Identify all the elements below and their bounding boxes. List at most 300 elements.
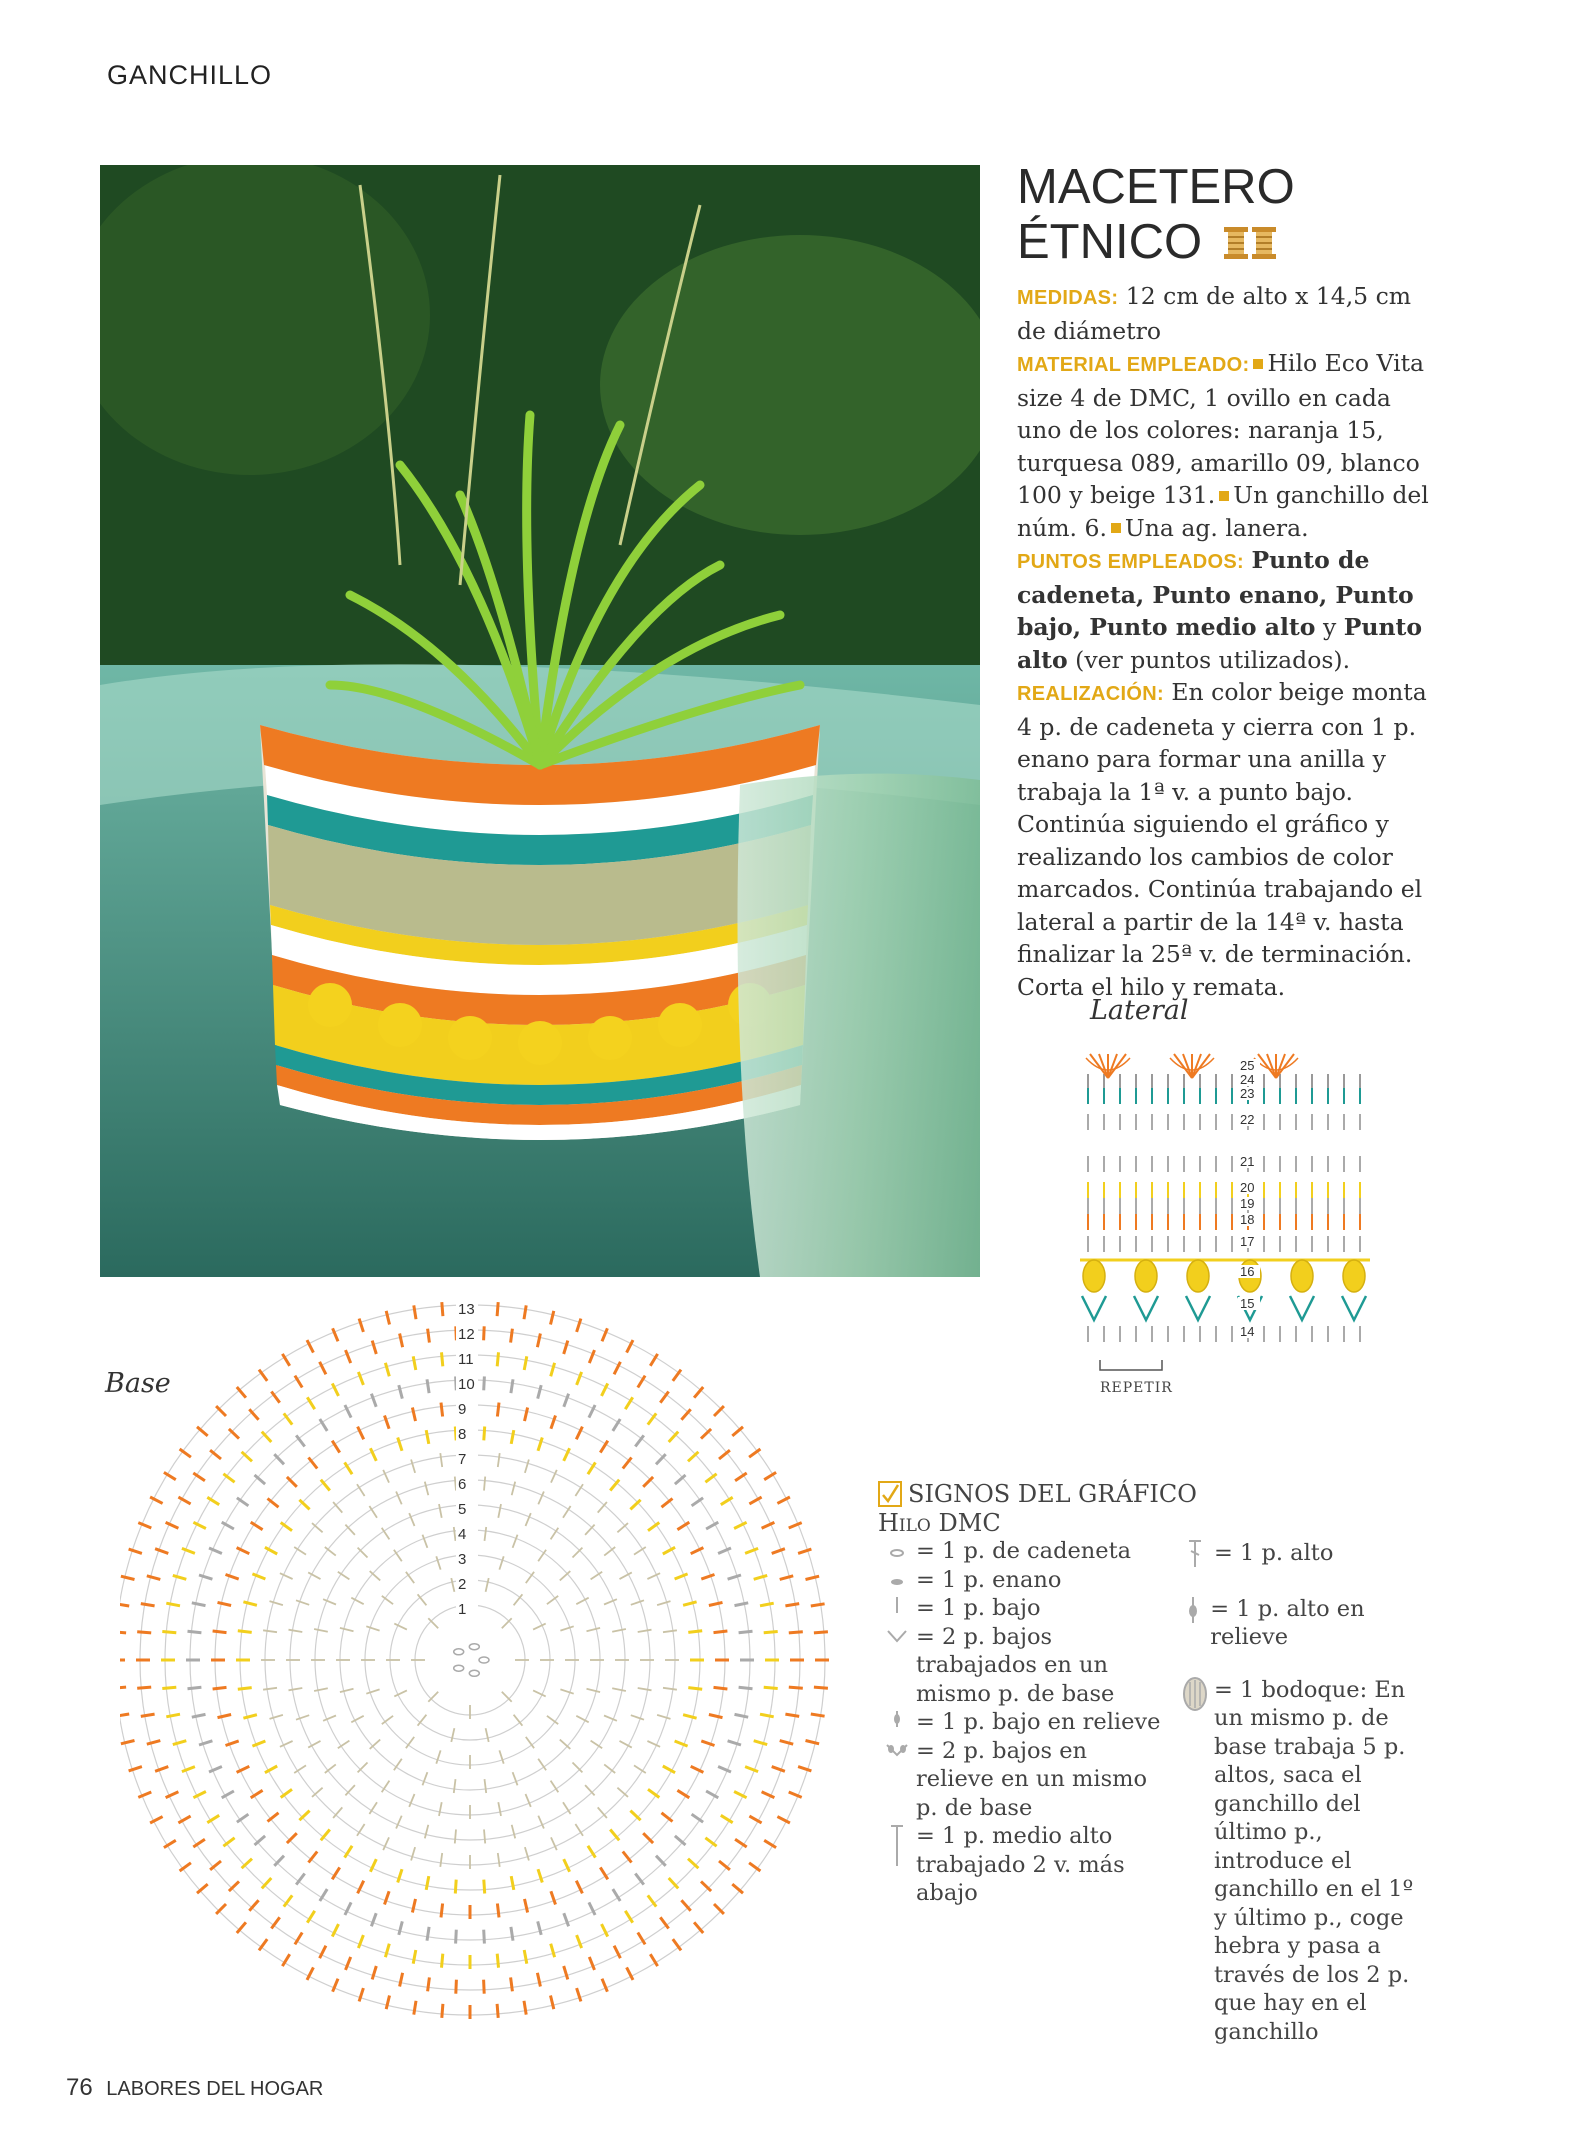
relief-double-icon bbox=[1176, 1595, 1210, 1652]
base-stitch bbox=[442, 1302, 443, 1316]
base-stitch bbox=[587, 1689, 601, 1692]
legend-text: = 1 p. medio alto trabajado 2 v. más abajo bbox=[916, 1823, 1125, 1906]
page-number: 76 bbox=[66, 2074, 93, 2101]
base-stitch bbox=[386, 1311, 389, 1325]
base-stitch bbox=[218, 1715, 232, 1718]
base-stitch bbox=[739, 1631, 753, 1632]
single-crochet-icon bbox=[878, 1594, 916, 1623]
base-stitch bbox=[538, 1385, 542, 1399]
base-center-chain bbox=[479, 1657, 489, 1663]
base-stitch bbox=[663, 1630, 677, 1632]
product-photo bbox=[100, 165, 980, 1277]
relief-single-icon bbox=[878, 1708, 916, 1737]
base-stitch bbox=[385, 1891, 390, 1904]
row-number: 22 bbox=[1240, 1112, 1255, 1127]
lateral-fan-stitch bbox=[1267, 1054, 1276, 1078]
base-stitch bbox=[182, 1548, 195, 1553]
base-stitch bbox=[454, 1779, 456, 1793]
base-chart bbox=[120, 1290, 840, 2030]
base-stitch bbox=[386, 1996, 389, 2010]
legend-text: = 1 p. alto bbox=[1214, 1540, 1334, 1566]
base-stitch bbox=[511, 1876, 514, 1890]
base-stitch bbox=[564, 1394, 569, 1407]
lateral-fan-stitch bbox=[1108, 1054, 1117, 1078]
base-stitch bbox=[289, 1630, 303, 1632]
base-stitch bbox=[121, 1741, 135, 1744]
base-stitch bbox=[537, 1973, 540, 1987]
base-stitch bbox=[129, 1549, 142, 1553]
repeat-label: REPETIR bbox=[1100, 1380, 1173, 1396]
legend-text: = 2 p. bajos trabajados en un mismo p. de base bbox=[916, 1623, 1115, 1707]
base-stitch bbox=[427, 1927, 429, 1941]
base-stitch bbox=[400, 1973, 403, 1987]
base-stitch bbox=[675, 1741, 688, 1746]
legend-title: SIGNOS DEL GRÁFICO bbox=[908, 1480, 1197, 1508]
base-stitch bbox=[238, 1631, 252, 1633]
base-stitch bbox=[498, 1504, 501, 1518]
base-stitch bbox=[451, 1728, 454, 1742]
base-stitch bbox=[366, 1626, 379, 1630]
base-stitch bbox=[371, 1913, 376, 1926]
base-stitch bbox=[683, 1602, 697, 1606]
base-stitch bbox=[243, 1715, 257, 1719]
base-stitch bbox=[340, 1689, 354, 1692]
legend-item bbox=[878, 1566, 1168, 1595]
lateral-fan-stitch bbox=[1276, 1054, 1294, 1078]
base-stitch bbox=[436, 1750, 440, 1763]
round-number: 6 bbox=[458, 1476, 467, 1493]
base-stitch bbox=[577, 1372, 582, 1385]
base-stitch bbox=[714, 1687, 728, 1689]
base-round-ring bbox=[265, 1455, 675, 1865]
round-number: 1 bbox=[458, 1601, 467, 1618]
base-stitch bbox=[359, 1319, 363, 1332]
base-stitch bbox=[263, 1630, 277, 1632]
base-stitch bbox=[484, 1930, 485, 1944]
base-stitch bbox=[296, 1600, 309, 1605]
base-stitch bbox=[511, 1379, 513, 1393]
base-stitch bbox=[497, 1302, 498, 1316]
base-stitch bbox=[806, 1741, 820, 1744]
base-center-chain bbox=[469, 1644, 479, 1650]
legend-text: = 1 p. bajo bbox=[916, 1595, 1041, 1621]
realizacion-label: REALIZACIÓN: bbox=[1017, 683, 1164, 705]
legend-text: = 1 bodoque: En un mismo p. de base trabaja 5 p. altos, saca el ganchillo del último p., introduce el ganchillo en el 1º y último p., coge hebra y pasa a través de los 2 p. que hay en el ganchillo bbox=[1214, 1676, 1414, 2045]
base-stitch bbox=[399, 1921, 403, 1935]
base-stitch bbox=[243, 1602, 257, 1606]
base-stitch bbox=[612, 1688, 626, 1691]
base-stitch bbox=[428, 1329, 430, 1343]
base-stitch bbox=[296, 1715, 309, 1720]
base-stitch bbox=[486, 1728, 489, 1742]
base-stitch bbox=[735, 1714, 749, 1717]
base-stitch bbox=[499, 1750, 503, 1763]
puntos-last: Punto alto bbox=[1017, 613, 1423, 674]
base-stitch bbox=[371, 1394, 376, 1407]
row-number: 21 bbox=[1240, 1154, 1255, 1169]
puntos-label: PUNTOS EMPLEADOS: bbox=[1017, 551, 1244, 573]
base-stitch bbox=[441, 1403, 443, 1417]
lateral-fan-stitch bbox=[1090, 1054, 1108, 1078]
legend-item bbox=[878, 1594, 1168, 1623]
base-stitch bbox=[760, 1603, 774, 1606]
base-stitch bbox=[442, 1954, 443, 1968]
base-stitch bbox=[551, 1416, 556, 1429]
row-number: 23 bbox=[1240, 1086, 1255, 1101]
base-stitch bbox=[701, 1575, 714, 1580]
base-stitch bbox=[780, 1576, 794, 1580]
increase-icon bbox=[878, 1623, 916, 1709]
title-line-2-text: ÉTNICO bbox=[1017, 215, 1203, 269]
base-stitch bbox=[745, 1767, 758, 1772]
base-stitch bbox=[426, 1876, 429, 1890]
base-stitch bbox=[709, 1715, 723, 1718]
base-stitch bbox=[412, 1408, 415, 1422]
base-stitch bbox=[425, 1825, 429, 1839]
base-stitch bbox=[400, 1334, 403, 1348]
base-stitch bbox=[413, 1356, 416, 1370]
base-stitch bbox=[455, 1829, 456, 1843]
base-stitch bbox=[638, 1688, 652, 1690]
legend-text: = 1 p. enano bbox=[916, 1566, 1062, 1593]
round-number: 8 bbox=[458, 1426, 467, 1443]
base-stitch bbox=[612, 1629, 626, 1632]
article-title bbox=[1017, 160, 1295, 273]
base-stitch bbox=[147, 1741, 161, 1745]
base-stitch bbox=[772, 1549, 785, 1554]
base-stitch bbox=[701, 1741, 714, 1746]
base-stitch bbox=[657, 1601, 670, 1605]
round-number: 4 bbox=[458, 1526, 467, 1543]
lateral-chart bbox=[1080, 1030, 1380, 1410]
base-stitch bbox=[524, 1950, 527, 1964]
base-stitch bbox=[814, 1632, 828, 1633]
base-stitch bbox=[412, 1899, 415, 1913]
base-stitch bbox=[440, 1453, 442, 1467]
base-stitch bbox=[577, 1988, 581, 2001]
material-item-2: Un ganchillo del núm. 6. bbox=[1017, 481, 1429, 542]
base-stitch bbox=[806, 1576, 820, 1579]
base-center-chain bbox=[469, 1670, 479, 1676]
base-stitch bbox=[484, 1980, 485, 1994]
thread-spool-icon bbox=[1222, 218, 1280, 273]
base-stitch bbox=[270, 1715, 283, 1719]
base-stitch bbox=[511, 1977, 513, 1991]
base-stitch bbox=[359, 1988, 363, 2001]
medidas-paragraph bbox=[1017, 280, 1437, 347]
legend-text: = 1 p. alto en relieve bbox=[1210, 1595, 1365, 1650]
lateral-v-stitch bbox=[1082, 1296, 1106, 1320]
base-stitch bbox=[511, 1430, 514, 1444]
base-stitch bbox=[484, 1829, 485, 1843]
base-stitch bbox=[484, 1477, 485, 1491]
row-number: 24 bbox=[1240, 1072, 1255, 1087]
base-stitch bbox=[764, 1632, 778, 1633]
base-stitch bbox=[798, 1767, 811, 1771]
bullet-square-icon bbox=[1253, 359, 1263, 369]
base-stitch bbox=[760, 1714, 774, 1717]
legend-item bbox=[1176, 1676, 1426, 2047]
base-stitch bbox=[451, 1578, 454, 1592]
base-stitch bbox=[213, 1687, 227, 1689]
base-stitch bbox=[551, 1311, 554, 1325]
row-number: 15 bbox=[1240, 1296, 1255, 1311]
base-stitch bbox=[439, 1802, 442, 1816]
base-stitch bbox=[551, 1891, 556, 1904]
round-number: 12 bbox=[458, 1326, 475, 1343]
base-stitch bbox=[252, 1741, 265, 1746]
base-stitch bbox=[399, 1385, 403, 1399]
base-stitch bbox=[120, 1687, 126, 1688]
legend-columns bbox=[878, 1537, 1478, 2046]
base-stitch bbox=[728, 1575, 741, 1579]
repeat-bracket bbox=[1100, 1360, 1162, 1370]
round-number: 13 bbox=[458, 1301, 475, 1318]
base-stitch bbox=[745, 1548, 758, 1553]
crochet-pot-illustration bbox=[100, 165, 980, 1277]
material-paragraph bbox=[1017, 347, 1437, 544]
lateral-fan-stitch bbox=[1258, 1054, 1276, 1078]
base-stitch bbox=[226, 1575, 239, 1580]
base-stitch bbox=[456, 1980, 457, 1994]
legend-text: = 1 p. bajo en relieve bbox=[916, 1709, 1161, 1735]
base-stitch bbox=[192, 1714, 206, 1717]
base-stitch bbox=[372, 1341, 376, 1354]
base-stitch bbox=[414, 2001, 416, 2015]
base-stitch bbox=[192, 1603, 206, 1606]
base-stitch bbox=[551, 1996, 554, 2010]
base-center-chain bbox=[454, 1649, 464, 1655]
base-stitch bbox=[385, 1416, 390, 1429]
legend-text: = 2 p. bajos en relieve en un mismo p. de base bbox=[916, 1737, 1148, 1821]
base-stitch bbox=[121, 1576, 135, 1579]
legend-item bbox=[878, 1737, 1168, 1823]
base-stitch bbox=[498, 1853, 500, 1867]
realizacion-text: En color beige monta 4 p. de cadeneta y cierra con 1 p. enano para formar una anilla y trabaja la 1ª v. a punto bajo. Continúa siguiendo el gráfico y realizando los cambios de color marcados. Continúa trabajando el lateral a partir de la 14ª v. hasta finalizar la 25ª v. de terminación. Corta el hilo y remata. bbox=[1017, 678, 1427, 1001]
page-footer bbox=[66, 2074, 323, 2102]
puntos-joiner: y bbox=[1322, 613, 1337, 641]
base-stitch bbox=[524, 1305, 526, 1319]
bobble-stitch-icon bbox=[1176, 1676, 1214, 2047]
base-stitch bbox=[525, 1899, 528, 1913]
base-stitch bbox=[398, 1438, 402, 1451]
base-stitch bbox=[497, 1904, 499, 1918]
base-stitch bbox=[441, 1904, 443, 1918]
base-stitch bbox=[314, 1688, 328, 1691]
legend-brand: Hilo DMC bbox=[878, 1508, 1001, 1537]
lateral-bobble bbox=[1083, 1260, 1105, 1292]
base-stitch bbox=[577, 1319, 581, 1332]
row-number: 19 bbox=[1240, 1196, 1255, 1211]
base-stitch bbox=[714, 1631, 728, 1633]
lateral-bobble bbox=[1135, 1260, 1157, 1292]
base-stitch bbox=[358, 1372, 363, 1385]
legend-text: = 1 p. de cadeneta bbox=[916, 1538, 1132, 1564]
base-stitch bbox=[442, 2004, 443, 2018]
base-stitch bbox=[425, 1482, 429, 1496]
base-stitch bbox=[511, 1329, 513, 1343]
base-center-chain bbox=[454, 1665, 464, 1671]
row-number: 16 bbox=[1240, 1264, 1255, 1279]
base-stitch bbox=[785, 1604, 799, 1606]
base-stitch bbox=[442, 1352, 443, 1366]
base-stitch bbox=[455, 1477, 456, 1491]
base-stitch bbox=[560, 1626, 573, 1630]
base-stitch bbox=[173, 1741, 187, 1745]
double-crochet-icon bbox=[1176, 1539, 1214, 1577]
base-stitch bbox=[436, 1556, 440, 1569]
base-stitch bbox=[497, 1954, 498, 1968]
base-stitch bbox=[789, 1687, 803, 1688]
chain-stitch-icon bbox=[878, 1537, 916, 1566]
legend-item bbox=[878, 1623, 1168, 1709]
base-stitch bbox=[440, 1853, 442, 1867]
bullet-square-icon bbox=[1219, 491, 1229, 501]
base-stitch bbox=[173, 1575, 187, 1579]
base-stitch bbox=[525, 1460, 529, 1473]
base-stitch bbox=[120, 1714, 129, 1716]
legend-left-column bbox=[878, 1537, 1168, 2046]
puntos-note: (ver puntos utilizados). bbox=[1075, 645, 1351, 674]
base-stitch bbox=[263, 1688, 277, 1690]
base-stitch bbox=[564, 1341, 568, 1354]
base-stitch bbox=[141, 1714, 155, 1716]
magazine-name: LABORES DEL HOGAR bbox=[106, 2078, 324, 2100]
slip-stitch-icon bbox=[878, 1566, 916, 1595]
base-stitch bbox=[638, 1630, 652, 1632]
base-round-ring bbox=[165, 1355, 775, 1965]
base-stitch bbox=[485, 1779, 487, 1793]
base-stitch bbox=[486, 1578, 489, 1592]
base-stitch bbox=[155, 1549, 168, 1554]
base-stitch bbox=[414, 1305, 416, 1319]
round-number: 2 bbox=[458, 1576, 467, 1593]
lateral-fan-stitch bbox=[1108, 1054, 1126, 1078]
legend-item bbox=[878, 1708, 1168, 1737]
base-stitch bbox=[226, 1741, 239, 1746]
base-stitch bbox=[166, 1603, 180, 1606]
base-stitch bbox=[358, 1935, 363, 1948]
base-stitch bbox=[385, 1363, 389, 1377]
base-stitch bbox=[524, 2001, 526, 2015]
round-number: 10 bbox=[458, 1376, 475, 1393]
base-stitch bbox=[428, 1977, 430, 1991]
material-item-3: Una ag. lanera. bbox=[1124, 513, 1309, 542]
base-stitch bbox=[688, 1688, 702, 1690]
puntos-paragraph bbox=[1017, 544, 1437, 676]
lateral-v-stitch bbox=[1290, 1296, 1314, 1320]
base-stitch bbox=[525, 1408, 528, 1422]
base-stitch bbox=[512, 1482, 516, 1496]
base-stitch bbox=[538, 1438, 542, 1451]
base-stitch bbox=[137, 1687, 151, 1688]
round-number: 5 bbox=[458, 1501, 467, 1518]
base-stitch bbox=[785, 1714, 799, 1716]
base-stitch bbox=[484, 1376, 485, 1390]
base-stitch bbox=[772, 1767, 785, 1772]
base-stitch bbox=[798, 1549, 811, 1553]
base-stitch bbox=[385, 1944, 389, 1958]
half-double-icon bbox=[878, 1822, 916, 1908]
base-stitch bbox=[120, 1604, 129, 1606]
base-stitch bbox=[413, 1950, 416, 1964]
base-stitch bbox=[162, 1687, 176, 1688]
base-chart-title: Base bbox=[105, 1368, 171, 1399]
base-stitch bbox=[525, 1847, 529, 1860]
legend-item bbox=[878, 1822, 1168, 1908]
base-stitch bbox=[513, 1772, 518, 1785]
lateral-v-stitch bbox=[1342, 1296, 1366, 1320]
base-stitch bbox=[199, 1575, 212, 1579]
base-stitch bbox=[411, 1847, 415, 1860]
base-stitch bbox=[513, 1535, 518, 1548]
base-stitch bbox=[764, 1687, 778, 1688]
base-stitch bbox=[137, 1632, 151, 1633]
row-number: 20 bbox=[1240, 1180, 1255, 1195]
legend-item bbox=[878, 1537, 1168, 1566]
base-stitch bbox=[454, 1527, 456, 1541]
base-stitch bbox=[663, 1688, 677, 1690]
base-stitch bbox=[147, 1576, 161, 1580]
base-stitch bbox=[497, 1403, 499, 1417]
row-number: 18 bbox=[1240, 1212, 1255, 1227]
base-stitch bbox=[631, 1600, 644, 1605]
base-stitch bbox=[538, 1869, 542, 1882]
base-stitch bbox=[456, 1930, 457, 1944]
base-stitch bbox=[560, 1689, 573, 1693]
base-stitch bbox=[675, 1574, 688, 1579]
legend-item bbox=[1176, 1595, 1426, 1652]
lateral-v-stitch bbox=[1134, 1296, 1158, 1320]
bullet-square-icon bbox=[1111, 523, 1121, 533]
base-stitch bbox=[657, 1715, 670, 1719]
base-stitch bbox=[538, 1921, 542, 1935]
medidas-text: 12 cm de alto x 14,5 cm de diámetro bbox=[1017, 282, 1412, 345]
base-stitch bbox=[587, 1628, 601, 1631]
base-stitch bbox=[688, 1631, 702, 1633]
base-stitch bbox=[426, 1430, 429, 1444]
base-stitch bbox=[182, 1767, 195, 1772]
base-stitch bbox=[577, 1935, 582, 1948]
medidas-label: MEDIDAS: bbox=[1017, 287, 1119, 309]
base-stitch bbox=[398, 1869, 402, 1882]
base-stitch bbox=[270, 1601, 283, 1605]
base-stitch bbox=[485, 1527, 487, 1541]
lateral-v-stitch bbox=[1186, 1296, 1210, 1320]
legend-right-column bbox=[1176, 1537, 1426, 2046]
row-number: 17 bbox=[1240, 1234, 1255, 1249]
base-stitch bbox=[199, 1741, 212, 1745]
title-line-1: MACETERO bbox=[1017, 160, 1295, 214]
base-stitch bbox=[497, 2004, 498, 2018]
base-stitch bbox=[238, 1688, 252, 1690]
chart-legend bbox=[878, 1480, 1478, 2046]
round-number: 11 bbox=[458, 1351, 474, 1368]
base-stitch bbox=[423, 1772, 428, 1785]
base-stitch bbox=[484, 1880, 485, 1894]
lateral-bobble bbox=[1187, 1260, 1209, 1292]
base-stitch bbox=[427, 1379, 429, 1393]
base-round-ring bbox=[340, 1530, 600, 1790]
base-stitch bbox=[564, 1913, 569, 1926]
relief-increase-icon bbox=[878, 1737, 916, 1823]
base-stitch bbox=[129, 1767, 142, 1771]
material-item-1: Hilo Eco Vita size 4 de DMC, 1 ovillo en cada uno de los colores: naranja 15, turquesa 089, amarillo 09, blanco 100 y beige 131. bbox=[1017, 349, 1425, 509]
base-stitch bbox=[340, 1628, 354, 1631]
title-line-2 bbox=[1017, 215, 1295, 273]
lateral-bobble bbox=[1343, 1260, 1365, 1292]
checkbox-icon bbox=[878, 1481, 902, 1507]
